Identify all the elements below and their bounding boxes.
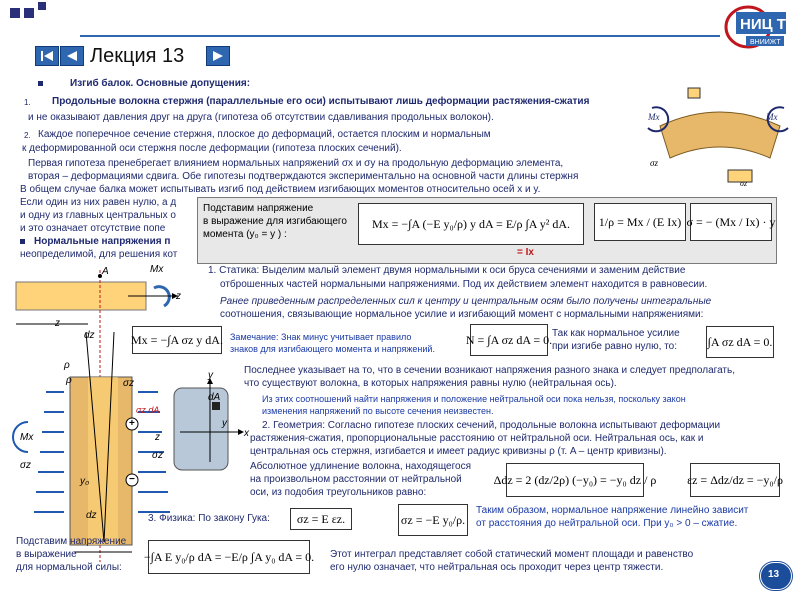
- commentary-2: вторая – деформациями сдвига. Обе гипотезы подтверждаются экспериментально на основной части длины стержня: [28, 171, 579, 182]
- hint-line-1: Из этих соотношений найти напряжения и положение нейтральной оси пока нельзя, поскольку закон: [262, 394, 686, 404]
- elongation-line-1: Абсолютное удлинение волокна, находящегося: [250, 461, 472, 472]
- label-rho: ρ: [64, 360, 70, 371]
- last-line-1: Последнее указывает на то, что в сечении возникают напряжения разного знака и следует предполагать,: [244, 365, 735, 376]
- general-case-4: и это означает отсутствие попе: [20, 223, 166, 234]
- label-dz: dz: [84, 330, 95, 341]
- integral-line-2: его нулю означает, что нейтральная ось проходит через центр тяжести.: [330, 562, 664, 573]
- popup-text-2: в выражение для изгибающего: [203, 216, 347, 227]
- normal-stress-heading: Нормальные напряжения п: [34, 236, 171, 247]
- svg-text:ВНИИЖТ: ВНИИЖТ: [750, 39, 781, 46]
- popup-text-1: Подставим напряжение: [203, 203, 314, 214]
- physics-line: 3. Физика: По закону Гука:: [148, 513, 270, 524]
- corner-square-icon: [10, 8, 20, 18]
- page-title: Лекция 13: [90, 45, 185, 67]
- substitute-line-2: в выражение: [16, 549, 77, 560]
- popup-sigma-formula: σ = − (Mx / Ix) · y: [690, 203, 772, 241]
- popup-ix-label: = Ix: [517, 247, 534, 258]
- geometry-line-2: растяжения-сжатия, пропорциональные расстоянию от нейтральной оси. Нейтральная ось, как и: [250, 433, 704, 444]
- general-case: В общем случае балка может испытывать изгиб под действием изгибающих моментов относительно осей x и y.: [20, 184, 541, 195]
- svg-text:σz: σz: [650, 158, 658, 168]
- prev-slide-button[interactable]: [60, 46, 84, 66]
- label-rho-2: ρ: [66, 375, 72, 386]
- label-z-length: z: [55, 318, 60, 329]
- normal-stress-text: неопределимой, для решения кот: [20, 249, 178, 260]
- prev-slide-icon: [61, 47, 83, 65]
- general-case-2: Если один из них равен нулю, а д: [20, 197, 177, 208]
- label-Mx: Mx: [150, 264, 164, 275]
- geometry-line-3: центральная ось стержня, изгибается и имеет радиус кривизны ρ (т. A – центр кривизны).: [250, 446, 667, 457]
- label-plus: +: [129, 418, 135, 429]
- label-A: A: [102, 266, 109, 277]
- label-x-axis: x: [244, 428, 249, 439]
- normal-force-line-2: при изгибе равно нулю, то:: [552, 341, 677, 352]
- label-Mx-left: Mx: [20, 432, 34, 443]
- normal-integral-formula: N = ∫A σz dA = 0.: [470, 324, 548, 356]
- label-y-axis: y: [208, 370, 213, 381]
- cross-section-diagram: [170, 372, 250, 472]
- label-y0: y₀: [80, 476, 90, 487]
- neutral-axis-formula: −∫A E y₀/ρ dA = −E/ρ ∫A y₀ dA = 0.: [148, 540, 310, 574]
- bullet-icon: [38, 81, 43, 86]
- item-number: 2.: [24, 131, 31, 140]
- hypothesis-1: Продольные волокна стержня (параллельные его оси) испытывают лишь деформации растяжения-сжатия: [52, 96, 590, 107]
- next-slide-button[interactable]: [206, 46, 230, 66]
- statics-line-1: 1. Статика: Выделим малый элемент двумя нормальными к оси бруса сечениями и заменим действие: [208, 265, 686, 276]
- popup-text-3: момента (y₀ = y ) :: [203, 229, 287, 240]
- label-y-small: y: [222, 418, 227, 429]
- note-line-1: Замечание: Знак минус учитывает правило: [230, 332, 412, 342]
- item-number: 1.: [24, 98, 31, 107]
- note-line-2: знаков для изгибающего момента и напряжений.: [230, 344, 435, 354]
- first-slide-button[interactable]: [35, 46, 59, 66]
- heading-assumptions: Изгиб балок. Основные допущения:: [70, 78, 251, 89]
- label-z: z: [176, 291, 181, 302]
- substitute-line-3: для нормальной силы:: [16, 562, 122, 573]
- first-slide-icon: [36, 47, 58, 65]
- substitute-line-1: Подставим напряжение: [16, 536, 127, 547]
- label-sigma-z-right: σz: [152, 450, 164, 461]
- label-dz-bottom: dz: [86, 510, 97, 521]
- statics-line-3: Ранее приведенным распределенных сил к центру и центральным осям было получены интегральные: [220, 296, 712, 307]
- elongation-formula: Δdz = 2 (dz/2ρ) (−y₀) = −y₀ dz / ρ: [506, 463, 644, 497]
- svg-text:Mx: Mx: [766, 112, 778, 122]
- last-line-2: что существуют волокна, в которых напряжения равны нулю (нейтральная ось).: [244, 378, 617, 389]
- svg-text:НИЦ ТТ: НИЦ ТТ: [740, 16, 790, 33]
- label-minus: −: [129, 474, 135, 485]
- elongation-line-2: на произвольном расстоянии от нейтральной: [250, 474, 462, 485]
- linear-line-1: Таким образом, нормальное напряжение линейно зависит: [476, 505, 749, 516]
- normal-force-line-1: Так как нормальное усилие: [552, 328, 680, 339]
- label-sigma-z-top: σz: [123, 378, 135, 389]
- sigma-linear-formula: σz = −E y₀/ρ.: [398, 504, 468, 536]
- commentary-1: Первая гипотеза пренебрегает влиянием нормальных напряжений σx и σy на продольную деформацию элемента,: [28, 158, 564, 169]
- next-slide-icon: [207, 47, 229, 65]
- hypothesis-1-cont: и не оказывают давления друг на друга (гипотеза об отсутствии сдавливания продольных волокон).: [28, 112, 494, 123]
- bent-beam-icon: [640, 78, 800, 186]
- sigma-integral-formula: ∫A σz dA = 0.: [706, 326, 774, 358]
- label-dA: dA: [208, 392, 221, 403]
- svg-text:Mx: Mx: [648, 112, 660, 122]
- geometry-line-1: 2. Геометрия: Согласно гипотезе плоских сечений, продольные волокна испытывают деформации: [262, 420, 721, 431]
- bent-beam-diagram: [640, 78, 800, 186]
- corner-square-icon: [38, 2, 46, 10]
- hypothesis-2-cont: к деформированной оси стержня после деформации (гипотеза плоских сечений).: [22, 143, 402, 154]
- slide-number: 13: [768, 569, 780, 580]
- corner-square-icon: [24, 8, 34, 18]
- moment-integral-formula: Mx = −∫A σz y dA.: [132, 326, 222, 354]
- popup-moment-formula: Mx = −∫A (−E y₀/ρ) y dA = E/ρ ∫A y² dA.: [358, 203, 584, 245]
- hooke-formula: σz = E εz.: [290, 508, 352, 530]
- logo-emblem-icon: [718, 2, 790, 52]
- logo: [718, 2, 790, 52]
- cross-section-icon: [170, 372, 250, 472]
- linear-line-2: от расстояния до нейтральной оси. При y₀ > 0 – сжатие.: [476, 518, 738, 529]
- statics-line-2: отброшенных частей нормальными напряжениями. Под их действием элемент находится в равновесии.: [220, 279, 708, 290]
- hint-line-2: изменения напряжений по высоте сечения неизвестен.: [262, 406, 494, 416]
- label-sigma-z-left: σz: [20, 460, 32, 471]
- label-z-mid: z: [155, 432, 160, 443]
- integral-line-1: Этот интеграл представляет собой статический момент площади и равенство: [330, 549, 694, 560]
- svg-text:σz: σz: [740, 179, 748, 186]
- label-sigma-dA: σz dA: [136, 405, 160, 415]
- bullet-icon: [20, 239, 25, 244]
- hypothesis-2: Каждое поперечное сечение стержня, плоское до деформаций, остается плоским и нормальным: [38, 129, 491, 140]
- general-case-3: и одну из главных центральных о: [20, 210, 176, 221]
- statics-line-4: соотношения, связывающие нормальное усилие и изгибающий момент с нормальными напряжениями:: [220, 309, 704, 320]
- header-line: [80, 35, 720, 37]
- elongation-line-3: оси, из подобия треугольников равно:: [250, 487, 427, 498]
- popup-curvature-formula: 1/ρ = Mx / (E Ix): [594, 203, 686, 241]
- strain-formula: εz = Δdz/dz = −y₀/ρ: [690, 463, 780, 497]
